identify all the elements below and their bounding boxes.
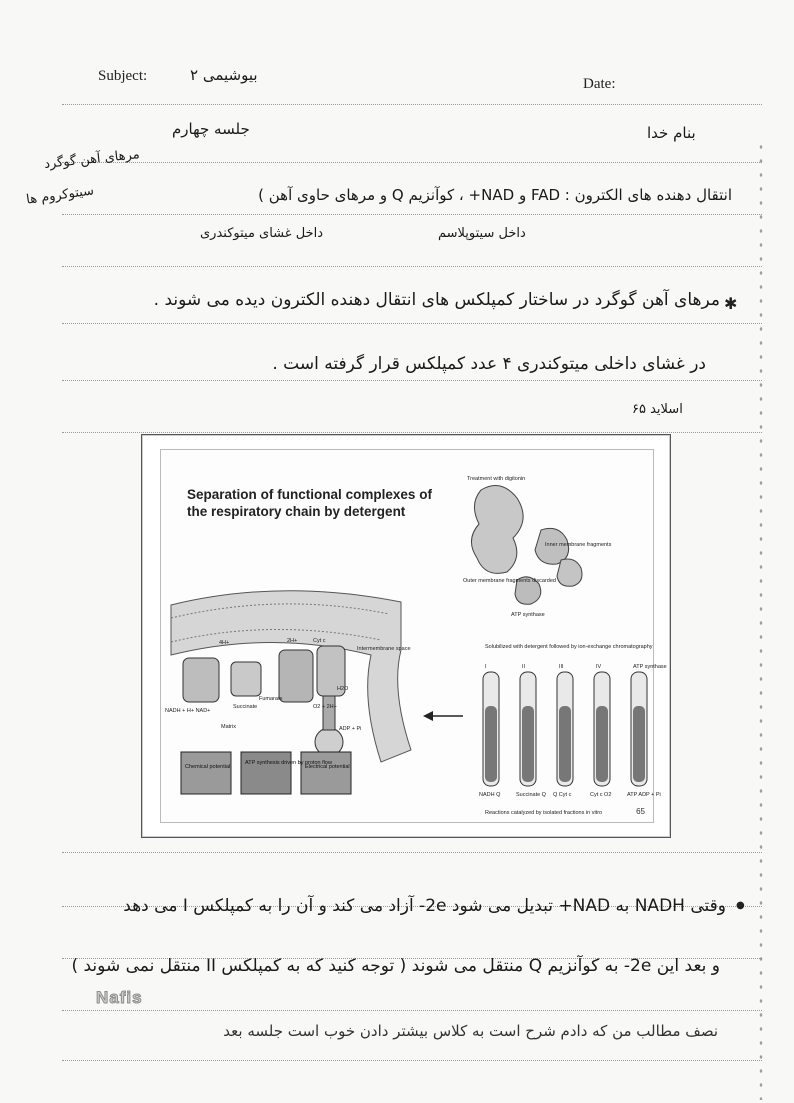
tube-caption: Succinate Q xyxy=(516,792,546,798)
label-cytc: Cyt c xyxy=(313,638,326,644)
label-matrix: Matrix xyxy=(221,724,236,730)
tube-caption: NADH Q xyxy=(479,792,501,798)
iron-sulfur-note: مرهای آهن گوگرد در ساختار کمپلکس های انتقال دهنده الکترون دیده می شوند . xyxy=(153,290,720,310)
tube-contents xyxy=(633,706,645,782)
label-outer-membrane: Outer membrane fragments discarded xyxy=(463,578,556,584)
side-note-iron-sulfur: مرهای آهن گوگرد xyxy=(43,147,141,172)
potential-boxes xyxy=(181,752,351,794)
label-solubilized: Solubilized with detergent followed by ion-exchange chromatography xyxy=(485,644,653,650)
label-succinate: Succinate xyxy=(233,704,258,710)
margin-dots xyxy=(756,140,766,1100)
tube-caption: ATP ADP + Pi xyxy=(627,792,661,798)
tube-contents xyxy=(522,706,534,782)
nafis-watermark: Nafis xyxy=(96,988,143,1007)
left-arrow xyxy=(423,711,463,721)
slide-figure xyxy=(141,434,671,838)
tube-contents xyxy=(485,706,497,782)
label-4h: 4H+ xyxy=(219,640,230,646)
subject-value: بیوشیمی ۲ xyxy=(190,66,258,84)
label-digitonin: Treatment with digitonin xyxy=(467,476,526,482)
tube-contents xyxy=(596,706,608,782)
nadh-note: وقتی NADH به NAD+ تبدیل می شود 2e- آزاد می کند و آن را به کمپلکس I می دهد xyxy=(123,896,726,916)
label-fumarate: Fumarate xyxy=(259,696,283,702)
session-title: جلسه چهارم xyxy=(172,120,250,138)
mitochondrion-fragments xyxy=(463,476,653,650)
label-h2o: H2O xyxy=(337,686,349,692)
date-label: Date: xyxy=(583,76,616,92)
under-note-membrane: داخل غشای میتوکندری xyxy=(200,226,323,241)
label-2h: 2H+ xyxy=(287,638,298,644)
label-inner-membrane: Inner membrane fragments xyxy=(545,542,612,548)
membrane-complexes-note: در غشای داخلی میتوکندری ۴ عدد کمپلکس قرار گرفته است . xyxy=(272,354,706,374)
slide-inner xyxy=(160,449,667,823)
side-note-cytochromes: سیتوکروم ها xyxy=(25,183,95,208)
tube-label: ATP synthase xyxy=(633,664,667,670)
box-chemical: Chemical potential xyxy=(185,764,231,770)
tube-caption: Cyt c O2 xyxy=(590,792,612,798)
label-adp: ADP + Pi xyxy=(339,726,362,732)
label-o2: O2 + 2H+ xyxy=(313,704,337,710)
slide-reference: اسلاید ۶۵ xyxy=(632,402,683,417)
label-reactions: Reactions catalyzed by isolated fractions in vitro xyxy=(485,810,603,816)
test-tubes xyxy=(479,664,667,798)
figure-title: Separation of functional complexes of the respiratory chain by detergent xyxy=(187,487,432,519)
membrane-diagram xyxy=(165,591,411,762)
box-atp-synthesis: ATP synthesis driven by proton flow xyxy=(245,760,332,766)
under-note-cytoplasm: داخل سیتوپلاسم xyxy=(438,226,526,241)
tube-contents xyxy=(559,706,571,782)
tube-label: III xyxy=(559,664,564,670)
bismillah: بنام خدا xyxy=(647,124,696,142)
label-intermembrane: Intermembrane space xyxy=(357,646,411,652)
coenzyme-q-note: و بعد این 2e- به کوآنزیم Q منتقل می شوند ( توجه کنید که به کمپلکس II منتقل نمی شوند ) xyxy=(71,956,720,976)
box-electrical: Electrical potential xyxy=(305,764,350,770)
subject-label: Subject: xyxy=(98,68,148,84)
figure-illustration xyxy=(161,450,667,822)
closing-note: نصف مطالب من که دادم شرح است به کلاس بیشتر دادن خوب است جلسه بعد xyxy=(223,1022,718,1040)
electron-carriers-line: انتقال دهنده های الکترون : FAD و NAD+ ، کوآنزیم Q و مرهای حاوی آهن ) xyxy=(258,186,732,204)
label-atp-synthase: ATP synthase xyxy=(511,612,545,618)
star-mark: ✱ xyxy=(724,294,738,313)
tube-label: IV xyxy=(596,664,602,670)
tube-caption: Q Cyt c xyxy=(553,792,572,798)
tube-label: I xyxy=(485,664,487,670)
bullet-dot: ● xyxy=(736,900,745,911)
slide-number: 65 xyxy=(636,807,645,816)
tube-label: II xyxy=(522,664,526,670)
label-nadh: NADH + H+ NAD+ xyxy=(165,708,211,714)
